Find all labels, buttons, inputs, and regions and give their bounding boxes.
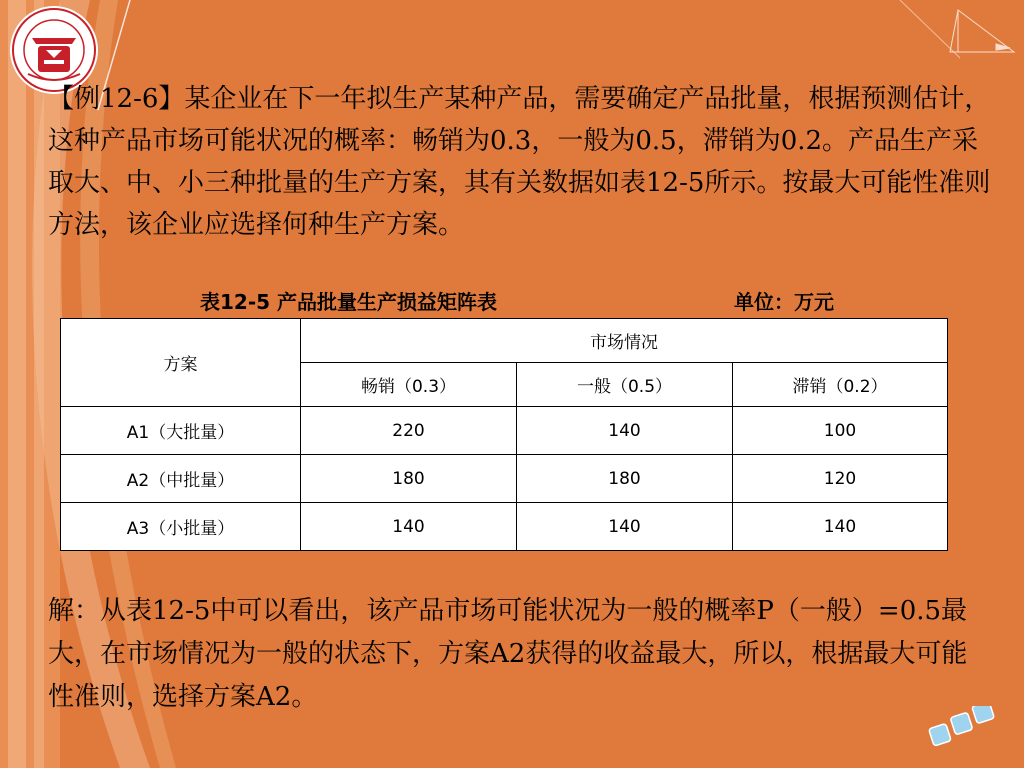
row-name: A2（中批量） [61, 455, 301, 503]
table-cell: 180 [301, 455, 517, 503]
problem-statement [48, 78, 998, 246]
table-cell: 120 [733, 455, 948, 503]
table-cell: 220 [301, 407, 517, 455]
column-header: 一般（0.5） [517, 363, 733, 407]
table-unit: 单位：万元 [734, 290, 834, 314]
table-title: 表12-5 产品批量生产损益矩阵表 [200, 290, 498, 314]
table-cell: 140 [733, 503, 948, 551]
table-cell: 140 [517, 503, 733, 551]
problem-label: 【例12-6】 [48, 84, 185, 114]
table-cell: 180 [517, 455, 733, 503]
problem-text: 某企业在下一年拟生产某种产品，需要确定产品批量，根据预测估计，这种产品市场可能状况的概率：畅销为0.3，一般为0.5，滞销为0.2。产品生产采取大、中、小三种批量的生产方案，其有关数据如表12-5所示。按最大可能性准则方法，该企业应选择何种生产方案。 [48, 84, 991, 240]
header-scheme: 方案 [61, 319, 301, 407]
solution-text: 解：从表12-5中可以看出，该产品市场可能状况为一般的概率P（一般）=0.5最大，在市场情况为一般的状态下，方案A2获得的收益最大，所以，根据最大可能性准则，选择方案A2。 [48, 596, 968, 712]
table-row [61, 503, 948, 551]
stamp-icon [924, 706, 1004, 750]
row-name: A1（大批量） [61, 407, 301, 455]
table-cell: 140 [301, 503, 517, 551]
table-row [61, 407, 948, 455]
header-market: 市场情况 [301, 319, 948, 363]
payoff-matrix-table [60, 318, 948, 551]
table-cell: 140 [517, 407, 733, 455]
column-header: 滞销（0.2） [733, 363, 948, 407]
table-row [61, 455, 948, 503]
row-name: A3（小批量） [61, 503, 301, 551]
table-cell: 100 [733, 407, 948, 455]
column-header: 畅销（0.3） [301, 363, 517, 407]
